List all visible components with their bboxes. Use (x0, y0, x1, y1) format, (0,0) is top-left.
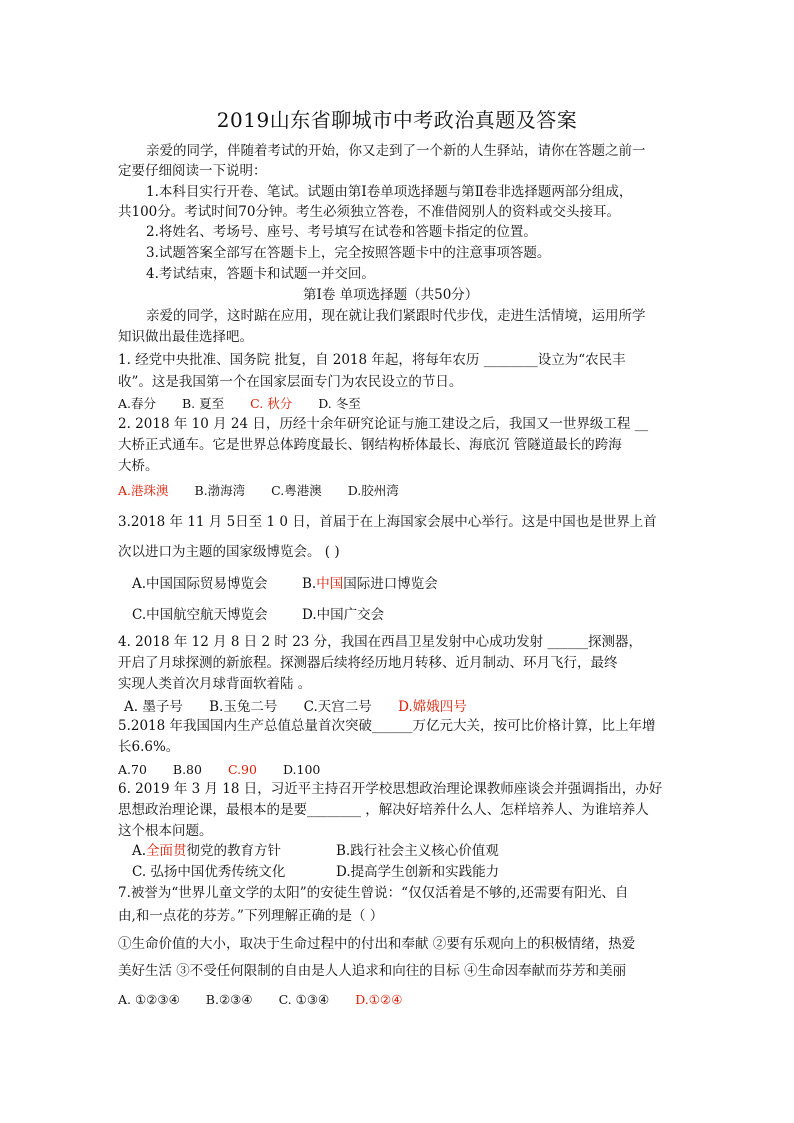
question-2: 2. 2018 年 10 月 24 日，历经十余年研究论证与施工建设之后，我国又一世界级工程 __ (118, 416, 649, 432)
question-3: 3.2018 年 11 月 5日至 1 0 日，首届于在上海国家会展中心举行。这是中国也是世界上首 (118, 514, 657, 530)
question-3: 次以进口为主题的国家级博览会。 ( ) (118, 544, 340, 560)
rule-item: 4.考试结束，答题卡和试题一并交回。 (146, 266, 375, 282)
question-1: 1. 经党中央批准、国务院 批复，自 2018 年起，将每年农历 ________设立为“农民丰 (118, 352, 626, 368)
question-6: 思想政治理论课，最根本的是要________ ，解决好培养什么人、怎样培养人、为谁培养人 (118, 802, 649, 818)
question-2: 大桥正式通车。它是世界总体跨度最长、钢结构桥体最长、海底沉 管隧道最长的跨海 (118, 437, 622, 453)
option-b: B.渤海湾 (194, 483, 246, 498)
question-5: 长6.6%。 (118, 739, 180, 755)
option-a: A. ①②③④ (118, 992, 180, 1007)
option-c: C.粤港澳 (271, 483, 322, 498)
question-5-options (118, 760, 342, 780)
question-1: 收”。这是我国第一个在国家层面专门为农民设立的节日。 (118, 374, 463, 390)
question-4: 开启了月球探测的新旅程。探测器后续将经历地月转移、近月制动、环月飞行，最终 (118, 655, 618, 671)
page-title: 2019山东省聊城市中考政治真题及答案 (216, 108, 578, 132)
question-7: 由,和一点花的芬芳。”下列理解正确的是（ ） (118, 908, 384, 924)
option-d: D.提高学生创新和实践能力 (336, 864, 500, 880)
option-a: A.70 (118, 762, 147, 777)
option-c: C.中国航空航天博览会 (132, 607, 268, 623)
rule-item: 共100分。考试时间70分钟。考生必须独立答卷，不准借阅别人的资料或交头接耳。 (118, 204, 620, 220)
section-intro: 亲爱的同学，这时踮在应用，现在就让我们紧跟时代步伐，走进生活情境，运用所学 (146, 308, 646, 324)
option-b: B.80 (172, 762, 202, 777)
question-7-statement: 美好生活 ③不受任何限制的自由是人人追求和向往的目标 ④生命因奉献而芬芳和美丽 (118, 963, 627, 979)
option-a: A. 墨子号 (124, 699, 183, 715)
option-d: D. 冬至 (318, 396, 361, 411)
rule-item: 1.本科目实行开卷、笔试。试题由第Ⅰ卷单项选择题与第Ⅱ卷非选择题两部分组成， (146, 184, 633, 200)
question-4: 4. 2018 年 12 月 8 日 2 时 23 分，我国在西昌卫星发射中心成功发射 ______探测器， (118, 634, 642, 650)
question-1-options (118, 394, 383, 414)
option-b: B.中国国际进口博览会 (302, 576, 438, 592)
option-b: B.践行社会主义核心价值观 (336, 843, 499, 859)
option-c-answer: C. 秋分 (250, 396, 293, 411)
question-6: 6. 2019 年 3 月 18 日，习近平主持召开学校思想政治理论课教师座谈会并强调指出，办好 (118, 781, 663, 797)
question-4-options (124, 697, 489, 717)
rule-item: 3.试题答案全部写在答题卡上，完全按照答题卡中的注意事项答题。 (146, 245, 551, 261)
section-heading: 第Ⅰ卷 单项选择题（共50分） (303, 287, 479, 303)
option-c: C. 弘扬中国优秀传统文化 (132, 864, 286, 880)
option-d: D.100 (282, 762, 321, 777)
option-b: B.②③④ (205, 992, 253, 1007)
question-7-statement: ①生命价值的大小，取决于生命过程中的付出和奉献 ②要有乐观向上的积极情绪，热爱 (118, 936, 636, 952)
intro-line: 亲爱的同学，伴随着考试的开始，你又走到了一个新的人生驿站，请你在答题之前一 (146, 143, 646, 159)
option-b: B.玉兔二号 (209, 699, 278, 715)
intro-line: 定要仔细阅读一下说明： (118, 163, 267, 179)
question-2: 大桥。 (118, 458, 159, 474)
question-7-options (118, 990, 424, 1010)
option-d: D.胶州湾 (347, 483, 399, 498)
option-d: D.中国广交会 (302, 607, 385, 623)
option-a: A.中国国际贸易博览会 (132, 576, 268, 592)
option-a-answer: A.港珠澳 (118, 483, 169, 498)
question-7: 7.被誉为“世界儿童文学的太阳”的安徒生曾说：“仅仅活着是不够的,还需要有阳光、自 (118, 885, 629, 901)
option-c: C.天宫二号 (303, 699, 372, 715)
question-5: 5.2018 年我国国内生产总值总量首次突破______万亿元大关，按可比价格计算，比上年增 (118, 718, 656, 734)
option-a-answer: A.全面贯彻党的教育方针 (132, 843, 282, 859)
option-a: A.春分 (118, 396, 157, 411)
option-c-answer: C.90 (227, 762, 257, 777)
question-2-options (118, 481, 421, 501)
section-intro: 知识做出最佳选择吧。 (118, 329, 253, 345)
rule-item: 2.将姓名、考场号、座号、考号填写在试卷和答题卡指定的位置。 (146, 224, 537, 240)
question-4: 实现人类首次月球背面软着陆 。 (118, 676, 312, 692)
option-d-answer: D.嫦娥四号 (398, 699, 467, 715)
option-d-answer: D.①②④ (355, 992, 403, 1007)
option-c: C. ①③④ (278, 992, 330, 1007)
question-6: 这个根本问题。 (118, 823, 213, 839)
option-b: B. 夏至 (182, 396, 225, 411)
